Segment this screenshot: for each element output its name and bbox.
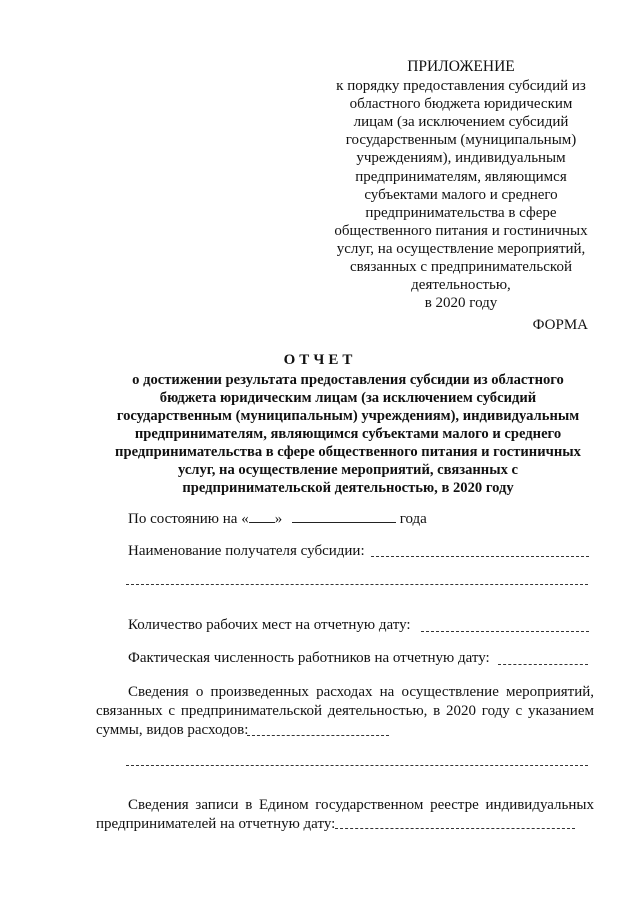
- as-of-prefix: По состоянию на «: [128, 511, 249, 527]
- day-blank[interactable]: [249, 508, 275, 523]
- registry-line: Сведения записи в Едином государственном реестре индивидуальных: [128, 797, 594, 813]
- as-of-mid: »: [274, 511, 283, 527]
- report-subtitle-line: предпринимательской деятельностью, в 2020 году: [182, 480, 514, 496]
- appendix-line: предпринимательства в сфере: [365, 204, 557, 221]
- expenses-line: связанных с предпринимательской деятельностью, в 2020 году с указанием: [96, 703, 594, 719]
- appendix-line: учреждениям), индивидуальным: [356, 150, 566, 167]
- expenses-blank[interactable]: [247, 735, 389, 736]
- report-subtitle-line: предпринимателям, являющимся субъектами малого и среднего: [134, 426, 562, 442]
- appendix-line: деятельностью,: [411, 277, 511, 294]
- appendix-block: [316, 58, 606, 312]
- recipient-row: [128, 543, 365, 560]
- recipient-blank[interactable]: [371, 556, 589, 557]
- report-title: ОТЧЕТ: [283, 352, 357, 368]
- recipient-blank-line-2[interactable]: [126, 584, 588, 585]
- appendix-line: государственным (муниципальным): [345, 132, 577, 149]
- report-subtitle-line: о достижении результата предоставления субсидии из областного: [132, 372, 564, 388]
- form-label: ФОРМА: [532, 317, 588, 333]
- appendix-line: общественного питания и гостиничных: [334, 222, 588, 239]
- employees-label: Фактическая численность работников на отчетную дату:: [128, 650, 490, 666]
- appendix-line: связанных с предпринимательской: [350, 259, 572, 276]
- as-of-suffix: года: [399, 511, 427, 527]
- appendix-title: ПРИЛОЖЕНИЕ: [407, 58, 515, 75]
- registry-blank[interactable]: [335, 828, 575, 829]
- as-of-date-row: [128, 508, 427, 528]
- appendix-line: предпринимателям, являющимся: [355, 168, 567, 185]
- expenses-line: суммы, видов расходов:: [96, 722, 249, 738]
- appendix-line: субъектами малого и среднего: [364, 186, 558, 203]
- report-subtitle-line: бюджета юридическим лицам (за исключением субсидий: [159, 390, 537, 406]
- registry-line: предпринимателей на отчетную дату:: [96, 816, 336, 832]
- report-subtitle-line: предпринимательства в сфере общественного питания и гостиничных: [115, 444, 581, 460]
- month-blank[interactable]: [292, 508, 396, 523]
- jobs-row: [128, 617, 411, 634]
- appendix-line: услуг, на осуществление мероприятий,: [336, 240, 586, 257]
- expenses-line: Сведения о произведенных расходах на осуществление мероприятий,: [128, 684, 594, 700]
- expenses-blank-line-2[interactable]: [126, 765, 588, 766]
- report-subtitle: [88, 371, 608, 497]
- jobs-blank[interactable]: [421, 631, 589, 632]
- report-subtitle-line: государственным (муниципальным) учреждениям), индивидуальным: [116, 408, 580, 424]
- appendix-line: к порядку предоставления субсидий из: [336, 78, 586, 95]
- report-subtitle-line: услуг, на осуществление мероприятий, связанных с: [177, 462, 519, 478]
- jobs-label: Количество рабочих мест на отчетную дату:: [128, 617, 411, 633]
- employees-blank[interactable]: [498, 664, 588, 665]
- expenses-paragraph: [96, 683, 594, 740]
- appendix-line: лицам (за исключением субсидий: [353, 114, 569, 131]
- appendix-line: областного бюджета юридическим: [349, 96, 573, 113]
- employees-row: [128, 650, 490, 667]
- recipient-label: Наименование получателя субсидии:: [128, 543, 365, 559]
- appendix-line: в 2020 году: [424, 295, 498, 312]
